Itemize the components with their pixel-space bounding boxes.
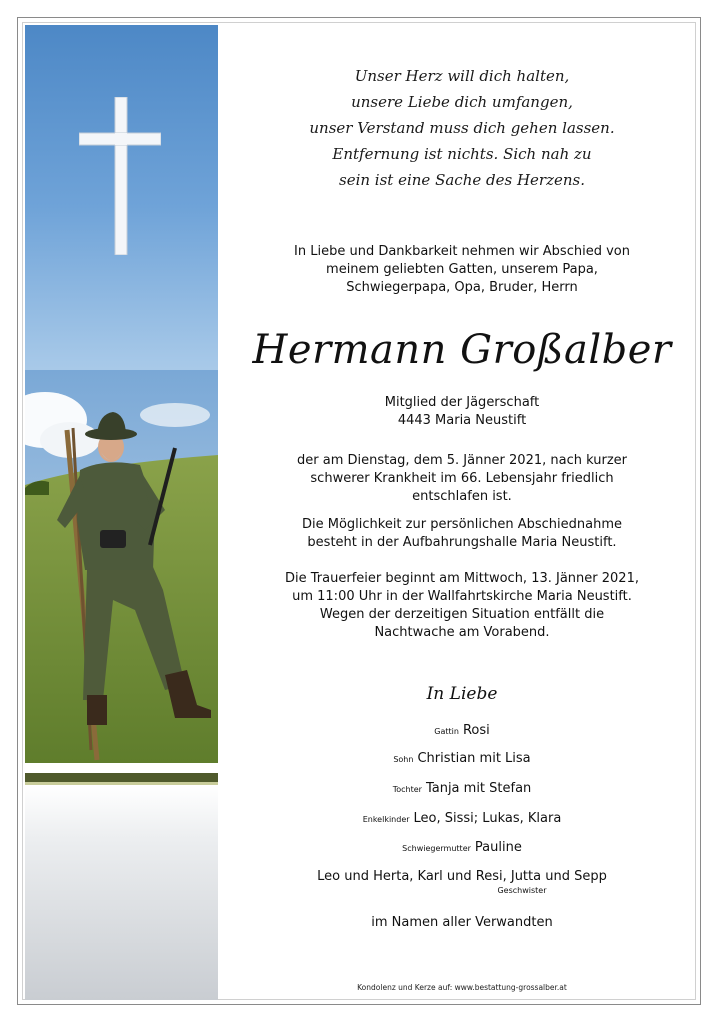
- intro-text: [228, 243, 696, 297]
- relative-role: Gattin: [434, 727, 459, 736]
- intro-line: Schwiegerpapa, Opa, Bruder, Herrn: [346, 280, 578, 295]
- poem: [228, 63, 696, 193]
- relative-names: Tanja mit Stefan: [425, 781, 532, 796]
- funeral-line: um 11:00 Uhr in der Wallfahrtskirche Maria Neustift.: [292, 589, 632, 604]
- relative-son: [228, 750, 696, 769]
- relative-names: Pauline: [474, 840, 522, 855]
- left-decor-panel: [25, 25, 218, 1000]
- divider-band-dark: [25, 773, 218, 782]
- farewell-line: Die Möglichkeit zur persönlichen Abschiednahme: [301, 517, 623, 532]
- relative-role: Sohn: [393, 755, 414, 764]
- cross-icon: [79, 97, 161, 255]
- farewell-line: besteht in der Aufbahrungshalle Maria Neustift.: [307, 535, 617, 550]
- death-notice-line: der am Dienstag, dem 5. Jänner 2021, nach kurzer: [297, 453, 627, 468]
- in-liebe-heading: In Liebe: [426, 684, 498, 704]
- funeral-line: Nachtwache am Vorabend.: [374, 625, 550, 640]
- relative-role: Geschwister: [497, 886, 547, 895]
- poem-line: unsere Liebe dich umfangen,: [351, 93, 573, 111]
- relative-names: Christian mit Lisa: [417, 751, 531, 766]
- hunter-photo: [25, 370, 218, 763]
- membership: [228, 394, 696, 430]
- relative-role: Tochter: [392, 785, 422, 794]
- relative-role: Enkelkinder: [362, 815, 410, 824]
- relative-grandchildren: [228, 810, 696, 829]
- relative-names: Leo und Herta, Karl und Resi, Jutta und Sepp: [317, 869, 607, 884]
- relative-names: Rosi: [462, 723, 490, 738]
- relative-daughter: [228, 780, 696, 799]
- funeral-line: Die Trauerfeier beginnt am Mittwoch, 13. Jänner 2021,: [285, 571, 639, 586]
- deceased-name: Hermann Großalber: [252, 327, 672, 373]
- farewell-info: [228, 516, 696, 552]
- relative-role: Schwiegermutter: [402, 844, 471, 853]
- poem-line: Entfernung ist nichts. Sich nah zu: [332, 145, 592, 163]
- funeral-info: [228, 570, 696, 642]
- relative-siblings: [228, 868, 696, 895]
- relatives-closing: im Namen aller Verwandten: [371, 915, 553, 930]
- membership-line: Mitglied der Jägerschaft: [384, 395, 540, 410]
- death-notice: [228, 452, 696, 506]
- death-notice-line: entschlafen ist.: [412, 489, 512, 504]
- relative-names: Leo, Sissi; Lukas, Klara: [413, 811, 562, 826]
- membership-line: 4443 Maria Neustift: [397, 413, 527, 428]
- poem-line: Unser Herz will dich halten,: [354, 67, 570, 85]
- poem-line: unser Verstand muss dich gehen lassen.: [309, 119, 615, 137]
- relative-mother-in-law: [228, 839, 696, 858]
- footer-condolence: Kondolenz und Kerze auf: www.bestattung-grossalber.at: [357, 983, 567, 992]
- death-notice-line: schwerer Krankheit im 66. Lebensjahr friedlich: [310, 471, 614, 486]
- intro-line: meinem geliebten Gatten, unserem Papa,: [326, 262, 598, 277]
- poem-line: sein ist eine Sache des Herzens.: [339, 171, 585, 189]
- funeral-line: Wegen der derzeitigen Situation entfällt die: [319, 607, 605, 622]
- lower-gray-gradient: [25, 785, 218, 1000]
- intro-line: In Liebe und Dankbarkeit nehmen wir Abschied von: [294, 244, 630, 259]
- relative-wife: [228, 722, 696, 741]
